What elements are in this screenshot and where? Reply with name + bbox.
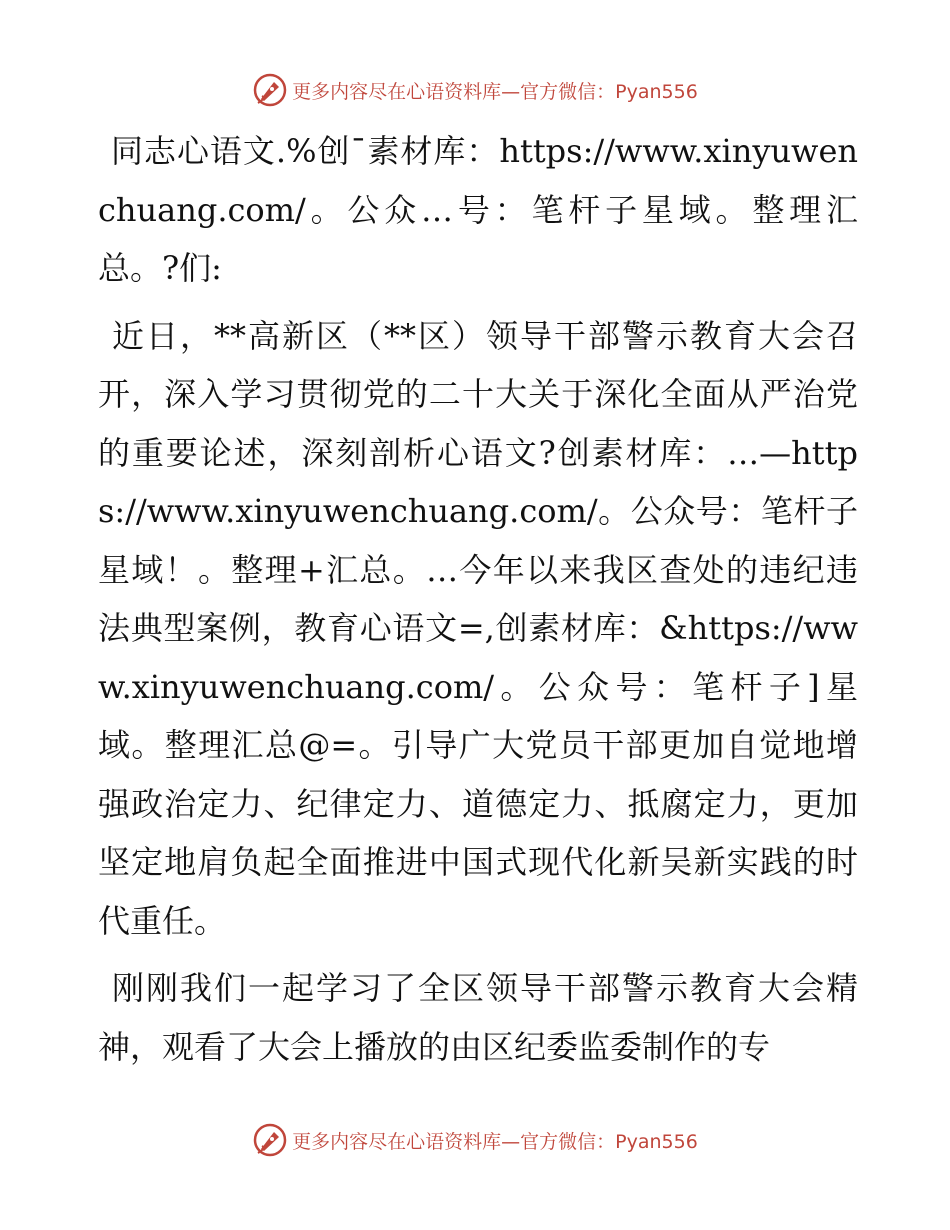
banner-text: 更多内容尽在心语资料库—官方微信：Pyan556 bbox=[292, 80, 698, 103]
paragraph-3: 刚刚我们一起学习了全区领导干部警示教育大会精神，观看了大会上播放的由区纪委监委制作的专 bbox=[98, 969, 858, 1066]
pen-nib-logo-icon bbox=[252, 1122, 288, 1158]
header-banner bbox=[0, 68, 950, 112]
banner-text: 更多内容尽在心语资料库—官方微信：Pyan556 bbox=[292, 1130, 698, 1153]
wechat-account: Pyan556 bbox=[615, 80, 698, 103]
document-body bbox=[98, 122, 858, 1085]
paragraph-2: 近日，**高新区（**区）领导干部警示教育大会召开，深入学习贯彻党的二十大关于深化全面从严治党的重要论述，深刻剖析心语文?创素材库：…—https://www.xinyuwenchuang.com/。公众号：笔杆子星域！。整理+汇总。…今年以来我区查处的违纪违法典型案例，教育心语文=,创素材库：&https://www.xinyuwenchuang.com/。公众号：笔杆子]星域。整理汇总@=。引导广大党员干部更加自觉地增强政治定力、纪律定力、道德定力、抵腐定力，更加坚定地肩负起全面推进中国式现代化新吴新实践的时代重任。 bbox=[98, 316, 858, 940]
pen-nib-logo-icon bbox=[252, 72, 288, 108]
footer-banner bbox=[0, 1118, 950, 1162]
paragraph-1: 同志心语文.%创¯素材库：https://www.xinyuwenchuang.com/。公众…号：笔杆子星域。整理汇总。?们: bbox=[98, 132, 858, 287]
wechat-account: Pyan556 bbox=[615, 1130, 698, 1153]
